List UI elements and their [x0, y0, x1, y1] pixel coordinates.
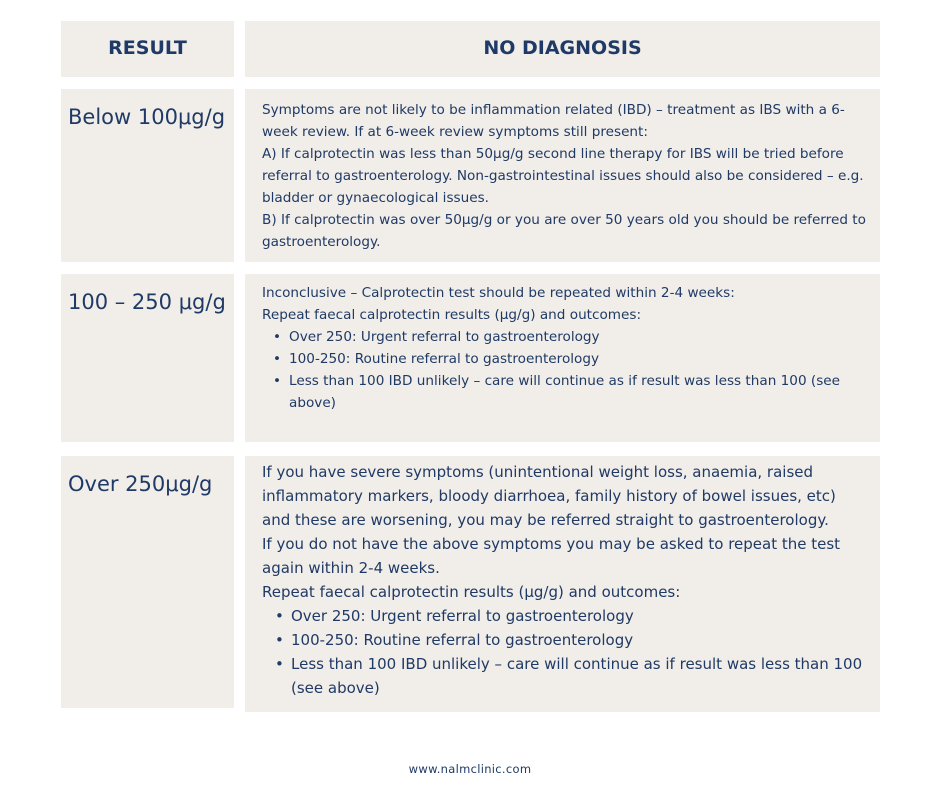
diagnosis-header-cell [245, 21, 880, 77]
row-100-250-result-cell [61, 274, 234, 442]
result-header-cell [61, 21, 234, 77]
description [262, 99, 866, 253]
description [262, 460, 866, 700]
row-over-250-result-cell [61, 456, 234, 708]
description-paragraph: A) If calprotectin was less than 50μg/g second line therapy for IBS will be tried before referral to gastroenterology. Non-gastrointestinal issues should also be considered – e.g. bladder or gynaecological issues. [262, 146, 864, 206]
list-item: • Less than 100 IBD unlikely – care will continue as if result was less than 100 (see above) [289, 370, 866, 414]
description-paragraph: Repeat faecal calprotectin results (μg/g) and outcomes: [262, 307, 642, 323]
description-paragraph: If you have severe symptoms (unintentional weight loss, anaemia, raised inflammatory markers, bloody diarrhoea, family history of bowel issues, etc) and these are worsening, you may be referred straight to gastroenterology. [262, 463, 836, 529]
footer-url[interactable]: www.nalmclinic.com [408, 762, 532, 776]
description-paragraph: Symptoms are not likely to be inflammation related (IBD) – treatment as IBS with a 6-week review. If at 6-week review symptoms still present: [262, 102, 845, 140]
row-100-250-desc-cell [245, 274, 880, 442]
outcomes-list [262, 604, 866, 700]
result-label: 100 – 250 μg/g [68, 290, 226, 314]
result-label: Over 250μg/g [68, 472, 213, 496]
list-item: • Over 250: Urgent referral to gastroenterology [291, 604, 866, 628]
row-over-250-desc-cell [245, 456, 880, 712]
list-item: • 100-250: Routine referral to gastroenterology [289, 348, 866, 370]
diagnosis-header: NO DIAGNOSIS [483, 37, 642, 59]
description-paragraph: Repeat faecal calprotectin results (μg/g) and outcomes: [262, 583, 681, 601]
description-paragraph: If you do not have the above symptoms you may be asked to repeat the test again within 2-4 weeks. [262, 535, 841, 577]
description-paragraph: Inconclusive – Calprotectin test should be repeated within 2-4 weeks: [262, 285, 735, 301]
row-below-100-desc-cell [245, 89, 880, 262]
result-header: RESULT [108, 37, 187, 59]
list-item: • Less than 100 IBD unlikely – care will continue as if result was less than 100 (see above) [291, 652, 866, 700]
description-paragraph: B) If calprotectin was over 50μg/g or you are over 50 years old you should be referred to gastroenterology. [262, 212, 866, 250]
list-item: • Over 250: Urgent referral to gastroenterology [289, 326, 866, 348]
list-item: • 100-250: Routine referral to gastroenterology [291, 628, 866, 652]
outcomes-list [262, 326, 866, 414]
description [262, 282, 866, 414]
row-below-100-result-cell [61, 89, 234, 262]
result-label: Below 100μg/g [68, 105, 226, 129]
